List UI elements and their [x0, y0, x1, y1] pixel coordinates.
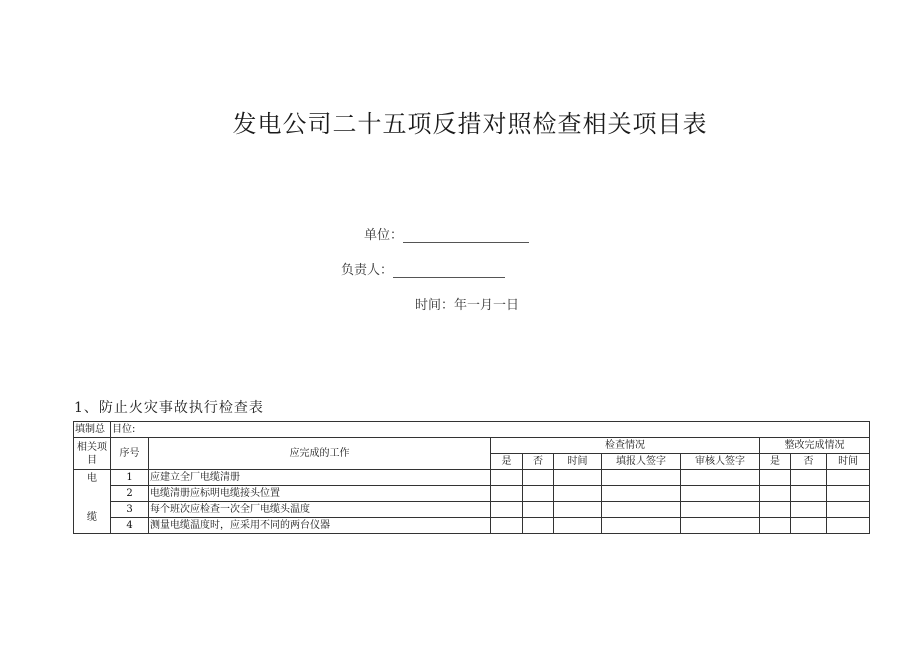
header-row-1 [74, 438, 870, 454]
cell-check-time[interactable] [554, 470, 602, 486]
header-rectify-no: 否 [791, 454, 827, 470]
cell-reviewer[interactable] [681, 518, 760, 534]
cell-reviewer[interactable] [681, 502, 760, 518]
cell-reviewer[interactable] [681, 470, 760, 486]
cell-rectify-time[interactable] [827, 486, 870, 502]
header-project: 相关项目 [74, 438, 111, 470]
row-work: 电缆清册应标明电缆接头位置 [149, 486, 491, 502]
row-work: 每个班次应检查一次全厂电缆头温度 [149, 502, 491, 518]
cell-check-yes[interactable] [491, 486, 523, 502]
cell-rectify-yes[interactable] [760, 486, 791, 502]
row-seq: 2 [111, 486, 149, 502]
unit-field [364, 224, 529, 243]
cell-rectify-time[interactable] [827, 518, 870, 534]
header-check-no: 否 [523, 454, 554, 470]
table-row [74, 502, 870, 518]
header-check-group: 检查情况 [491, 438, 760, 454]
cell-rectify-no[interactable] [791, 486, 827, 502]
cell-check-no[interactable] [523, 470, 554, 486]
document-title: 发电公司二十五项反措对照检查相关项目表 [232, 110, 708, 138]
header-rectify-yes: 是 [760, 454, 791, 470]
header-check-yes: 是 [491, 454, 523, 470]
cell-rectify-yes[interactable] [760, 518, 791, 534]
unit-label: 单位： [364, 228, 404, 243]
row-seq: 4 [111, 518, 149, 534]
header-rectify-time: 时间 [827, 454, 870, 470]
owner-label: 负责人： [341, 263, 394, 278]
table-row [74, 518, 870, 534]
header-reviewer: 审核人签字 [681, 454, 760, 470]
header-reporter: 填报人签字 [602, 454, 681, 470]
cell-rectify-yes[interactable] [760, 502, 791, 518]
header-check-time: 时间 [554, 454, 602, 470]
cell-reporter[interactable] [602, 470, 681, 486]
cell-check-no[interactable] [523, 518, 554, 534]
cell-check-time[interactable] [554, 486, 602, 502]
filler-row [74, 422, 870, 438]
unit-blank-line [403, 230, 529, 243]
table-row [74, 470, 870, 486]
cell-rectify-time[interactable] [827, 470, 870, 486]
cell-rectify-no[interactable] [791, 470, 827, 486]
cell-check-time[interactable] [554, 502, 602, 518]
cell-rectify-no[interactable] [791, 502, 827, 518]
project-area-bottom: 缆 [87, 512, 97, 523]
cell-rectify-yes[interactable] [760, 470, 791, 486]
cell-reporter[interactable] [602, 518, 681, 534]
project-area-top: 电 [87, 473, 97, 484]
header-seq: 序号 [111, 438, 149, 470]
cell-check-yes[interactable] [491, 502, 523, 518]
table-row [74, 486, 870, 502]
cell-reporter[interactable] [602, 486, 681, 502]
row-seq: 3 [111, 502, 149, 518]
cell-check-yes[interactable] [491, 470, 523, 486]
cell-check-yes[interactable] [491, 518, 523, 534]
row-work: 应建立全厂电缆清册 [149, 470, 491, 486]
cell-check-no[interactable] [523, 486, 554, 502]
owner-field [341, 259, 505, 278]
project-area-cell [74, 470, 111, 534]
row-work: 测量电缆温度时，应采用不同的两台仪器 [149, 518, 491, 534]
row-seq: 1 [111, 470, 149, 486]
cell-rectify-time[interactable] [827, 502, 870, 518]
cell-reporter[interactable] [602, 502, 681, 518]
cell-check-time[interactable] [554, 518, 602, 534]
header-rectify-group: 整改完成情况 [760, 438, 870, 454]
cell-check-no[interactable] [523, 502, 554, 518]
time-field: 时间：年一月一日 [415, 298, 520, 313]
cell-reviewer[interactable] [681, 486, 760, 502]
filler-label: 填制总 [74, 422, 111, 438]
header-work: 应完成的工作 [149, 438, 491, 470]
filler-value: 目位: [111, 422, 870, 438]
inspection-table [73, 421, 870, 534]
owner-blank-line [393, 265, 505, 278]
cell-rectify-no[interactable] [791, 518, 827, 534]
section-title: 1、防止火灾事故执行检查表 [74, 400, 264, 416]
